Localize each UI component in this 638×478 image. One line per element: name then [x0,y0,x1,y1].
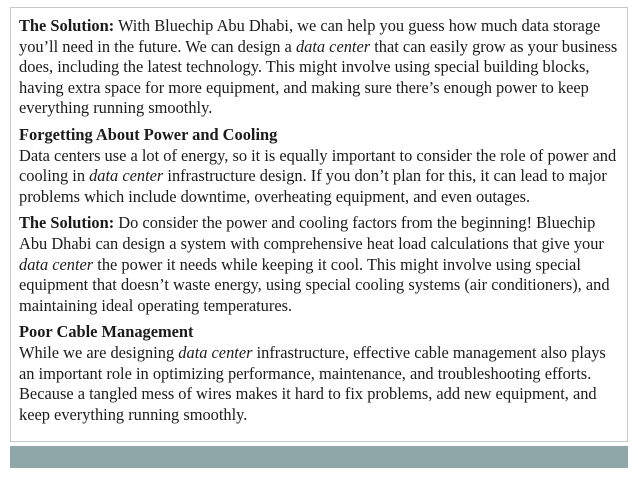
paragraph-text: that can easily grow as your business does, including the latest technology. This might involve using special building blocks, having extra space for more equipment, and making sure there’s enough power to keep everything running smoothly. [19,36,618,118]
emphasis-data-center: data center [178,342,253,362]
slide-content [19,16,619,431]
footer-bar [10,446,628,468]
cable-management-section [19,322,619,425]
solution-label: The Solution: [19,213,115,233]
solution-paragraph-power [19,213,619,316]
paragraph-text: infrastructure, effective cable management also plays an important role in optimizing performance, maintenance, and troubleshooting efforts. Because a tangled mess of wires makes it hard to fix problems, add new equipment, and keep everything running smoothly. [19,342,606,424]
paragraph-text: While we are designing [19,342,179,362]
power-cooling-section [19,125,619,207]
emphasis-data-center: data center [295,36,371,56]
paragraph-text: Data centers use a lot of energy, so it is equally important to consider the role of power and cooling in [19,145,617,186]
section-heading-cable-management: Poor Cable Management [19,322,194,342]
paragraph-text: Do consider the power and cooling factors from the beginning! Bluechip Abu Dhabi can design a system with comprehensive heat load calculations that give your [19,213,604,253]
paragraph-text: With Bluechip Abu Dhabi, we can help you guess how much data storage you’ll need in the future. We can design a [19,16,601,56]
emphasis-data-center: data center [19,254,94,274]
paragraph-text: the power it needs while keeping it cool. This might involve using special equipment that doesn’t waste energy, using special cooling systems (air conditioners), and maintaining ideal operating temperatures. [19,254,610,315]
paragraph-text: infrastructure design. If you don’t plan for this, it can lead to major problems which include downtime, overheating equipment, and even outages. [19,166,607,206]
section-heading-power-cooling: Forgetting About Power and Cooling [19,124,278,144]
solution-paragraph-storage [19,16,619,119]
solution-label: The Solution: [19,16,115,35]
emphasis-data-center: data center [89,166,164,186]
